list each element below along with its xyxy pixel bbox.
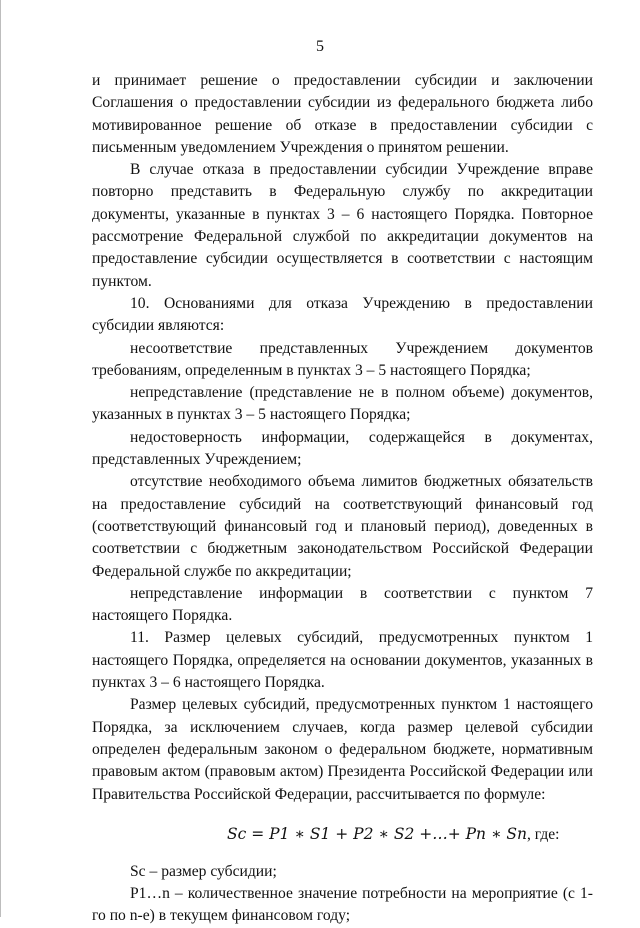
paragraph-5: непредставление (представление не в полном объеме) документов, указанных в пунктах 3 – 5 настоящего Порядка; [92, 384, 593, 424]
definition-p: P1…n – количественное значение потребности на мероприятие (с 1-го по n-е) в текущем финансовом году; [92, 885, 593, 925]
page-number: 5 [316, 38, 324, 55]
formula-expression: Sc = P1 ∗ S1 + P2 ∗ S2 +…+ Pn ∗ Sn [227, 824, 528, 843]
subsidy-formula [92, 822, 593, 847]
paragraph-1: и принимает решение о предоставлении субсидии и заключении Соглашения о предоставлении субсидии из федерального бюджета либо мотивированное решение об отказе в предоставлении субсидии с письменным уведомлением Учреждения о принятом решении. [92, 72, 593, 156]
document-body [92, 70, 593, 928]
paragraph-4: несоответствие представленных Учреждением документов требованиям, определенным в пунктах 3 – 5 настоящего Порядка; [92, 339, 593, 379]
paragraph-2: В случае отказа в предоставлении субсидии Учреждение вправе повторно представить в Федеральную службу по аккредитации документы, указанные в пунктах 3 – 6 настоящего Порядка. Повторное рассмотрение Федеральной службой по аккредитации документов на предоставление субсидии осуществляется в соответствии с настоящим пунктом. [92, 161, 593, 290]
definition-sc: Sc – размер субсидии; [130, 862, 277, 880]
paragraph-8: непредставление информации в соответствии с пунктом 7 настоящего Порядка. [92, 584, 593, 625]
formula-tail: , где: [527, 825, 560, 843]
paragraph-9: 11. Размер целевых субсидий, предусмотренных пунктом 1 настоящего Порядка, определяется на основании документов, указанных в пунктах 3 – 6 настоящего Порядка. [92, 629, 593, 692]
paragraph-3: 10. Основаниями для отказа Учреждению в предоставлении субсидии являются: [92, 294, 593, 335]
paragraph-7: отсутствие необходимого объема лимитов бюджетных обязательств на предоставление субсидий на соответствующий финансовый год (соответствующий финансовый год и плановый период), доведенных в соответствии с бюджетным законодательством Российской Федерации Федеральной службе по аккредитации; [92, 473, 593, 580]
paragraph-6: недостоверность информации, содержащейся в документах, представленных Учреждением; [92, 428, 593, 469]
paragraph-10: Размер целевых субсидий, предусмотренных пунктом 1 настоящего Порядка, за исключением случаев, когда размер целевой субсидии определен федеральным законом о федеральном бюджете, нормативным правовым актом (правовым актом) Президента Российской Федерации или Правительства Российской Федерации, рассчитывается по формуле: [92, 696, 593, 803]
page-edge [0, 0, 1, 917]
